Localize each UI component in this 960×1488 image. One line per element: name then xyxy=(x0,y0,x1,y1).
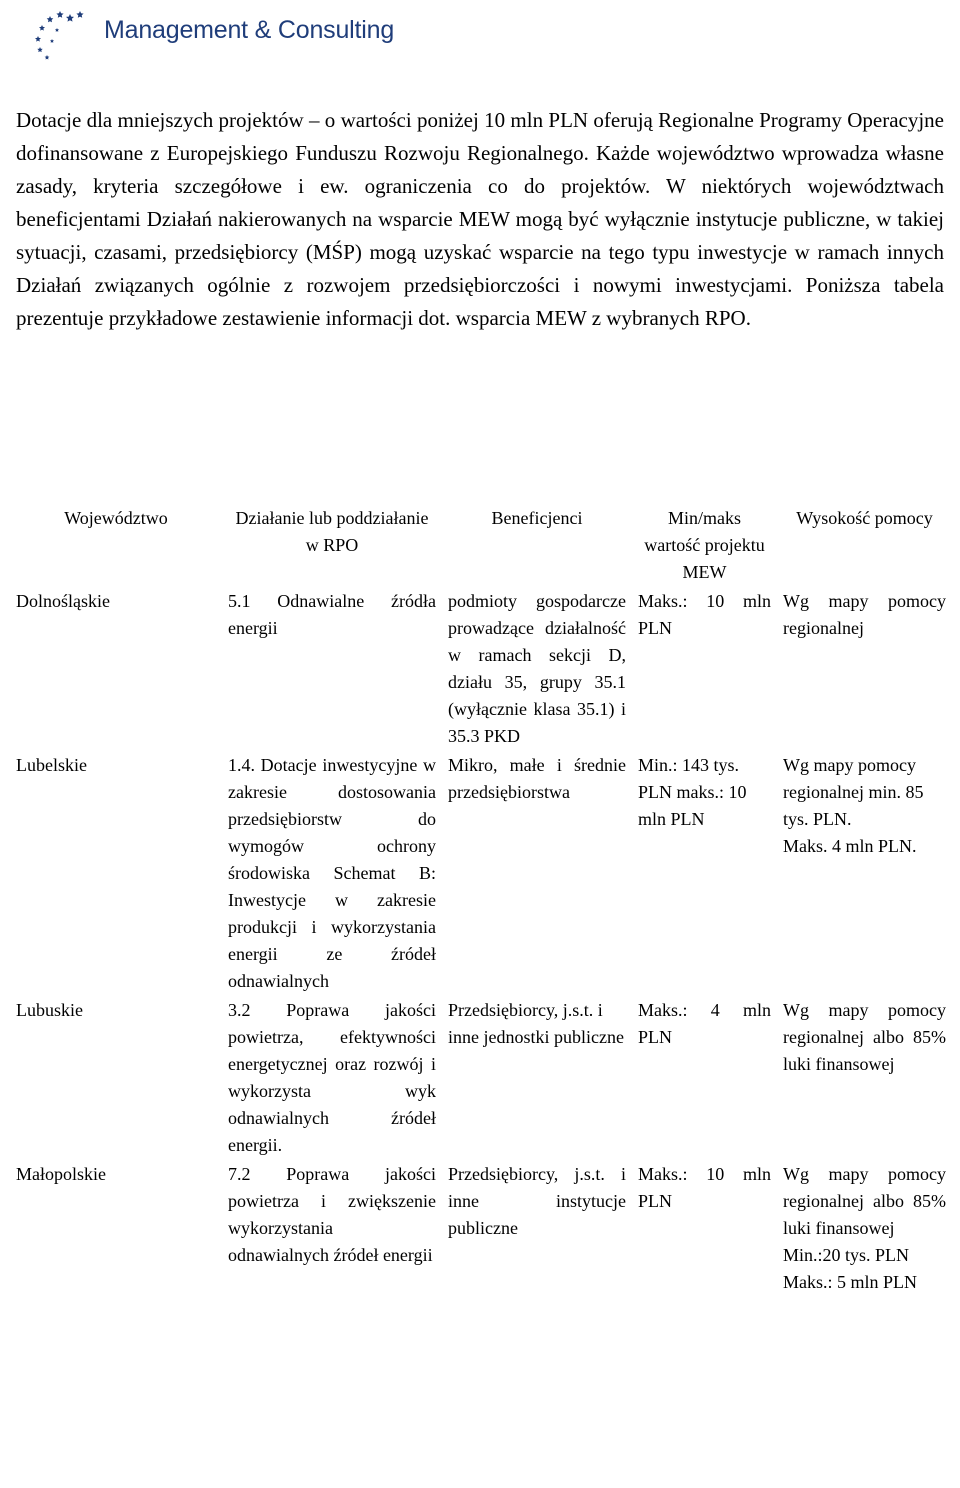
cell-action: 7.2 Poprawa jakości powietrza i zwiększenie wykorzystania odnawialnych źródeł energii xyxy=(228,1164,436,1265)
cell-action: 5.1 Odnawialne źródła energii xyxy=(228,591,436,638)
table-row xyxy=(10,1159,952,1296)
header-value: Min/maks wartość projektu MEW xyxy=(644,508,765,582)
cell-value: Min.: 143 tys. PLN maks.: 10 mln PLN xyxy=(638,755,747,829)
table-row xyxy=(10,995,952,1159)
table-header-row xyxy=(10,503,952,586)
cell-action: 3.2 Poprawa jakości powietrza, efektywności energetycznej oraz rozwój i wykorzysta wyk odnawialnych źródeł energii. xyxy=(228,1000,436,1155)
table-row xyxy=(10,586,952,750)
cell-value: Maks.: 10 mln PLN xyxy=(638,591,771,638)
rpo-support-table xyxy=(10,503,952,1296)
aid-line: Maks. 4 mln PLN. xyxy=(783,836,917,856)
brand-name: Management & Consulting xyxy=(104,15,395,44)
intro-paragraph: Dotacje dla mniejszych projektów – o wartości poniżej 10 mln PLN oferują Regionalne Programy Operacyjne dofinansowane z Europejskiego Funduszu Rozwoju Regionalnego. Każde województwo wprowadza własne zasady, kryteria szczegółowe i ew. ograniczenia co do projektów. W niektórych województwach beneficjentami Działań nakierowanych na wsparcie MEW mogą być wyłącznie instytucje publiczne, w takiej sytuacji, czasami, przedsiębiorcy (MŚP) mogą uzyskać wsparcie na tego typu inwestycje w ramach innych Działań związanych ogólnie z rozwojem przedsiębiorczości i nowymi inwestycjami. Poniższa tabela prezentuje przykładowe zestawienie informacji dot. wsparcia MEW z wybranych RPO. xyxy=(16,108,944,330)
cell-region: Małopolskie xyxy=(16,1164,106,1184)
stars-logo-icon xyxy=(30,6,102,62)
header-region: Województwo xyxy=(64,508,168,528)
cell-aid: Wg mapy pomocy regionalnej xyxy=(783,591,946,638)
header-aid: Wysokość pomocy xyxy=(796,508,933,528)
cell-region: Lubuskie xyxy=(16,1000,83,1020)
table-row xyxy=(10,750,952,995)
aid-line: Wg mapy pomocy regionalnej min. 85 tys. PLN. xyxy=(783,755,924,829)
cell-beneficiaries: Mikro, małe i średnie przedsiębiorstwa xyxy=(448,755,626,802)
aid-line: Maks.: 5 mln PLN xyxy=(783,1272,918,1292)
header-action: Działanie lub poddziałanie w RPO xyxy=(235,508,429,555)
header-beneficiaries: Beneficjenci xyxy=(491,508,583,528)
aid-line: Wg mapy pomocy regionalnej albo 85% luki finansowej xyxy=(783,1164,946,1238)
aid-line: Min.:20 tys. PLN xyxy=(783,1245,910,1265)
cell-beneficiaries: Przedsiębiorcy, j.s.t. i inne jednostki publiczne xyxy=(448,1000,624,1047)
cell-beneficiaries: podmioty gospodarcze prowadzące działalność w ramach sekcji D, działu 35, grupy 35.1 (wyłącznie klasa 35.1) i 35.3 PKD xyxy=(448,591,626,746)
cell-value: Maks.: 4 mln PLN xyxy=(638,1000,771,1047)
cell-aid: Wg mapy pomocy regionalnej albo 85% luki finansowej xyxy=(783,1000,946,1074)
cell-region: Dolnośląskie xyxy=(16,591,110,611)
cell-region: Lubelskie xyxy=(16,755,87,775)
cell-beneficiaries: Przedsiębiorcy, j.s.t. i inne instytucje publiczne xyxy=(448,1164,626,1238)
cell-aid xyxy=(777,750,952,995)
cell-aid xyxy=(777,1159,952,1296)
cell-action: 1.4. Dotacje inwestycyjne w zakresie dostosowania przedsiębiorstw do wymogów ochrony środowiska Schemat B: Inwestycje w zakresie produkcji i wykorzystania energii ze źródeł odnawialnych xyxy=(228,755,436,991)
page-header xyxy=(30,6,394,62)
cell-value: Maks.: 10 mln PLN xyxy=(638,1164,771,1211)
